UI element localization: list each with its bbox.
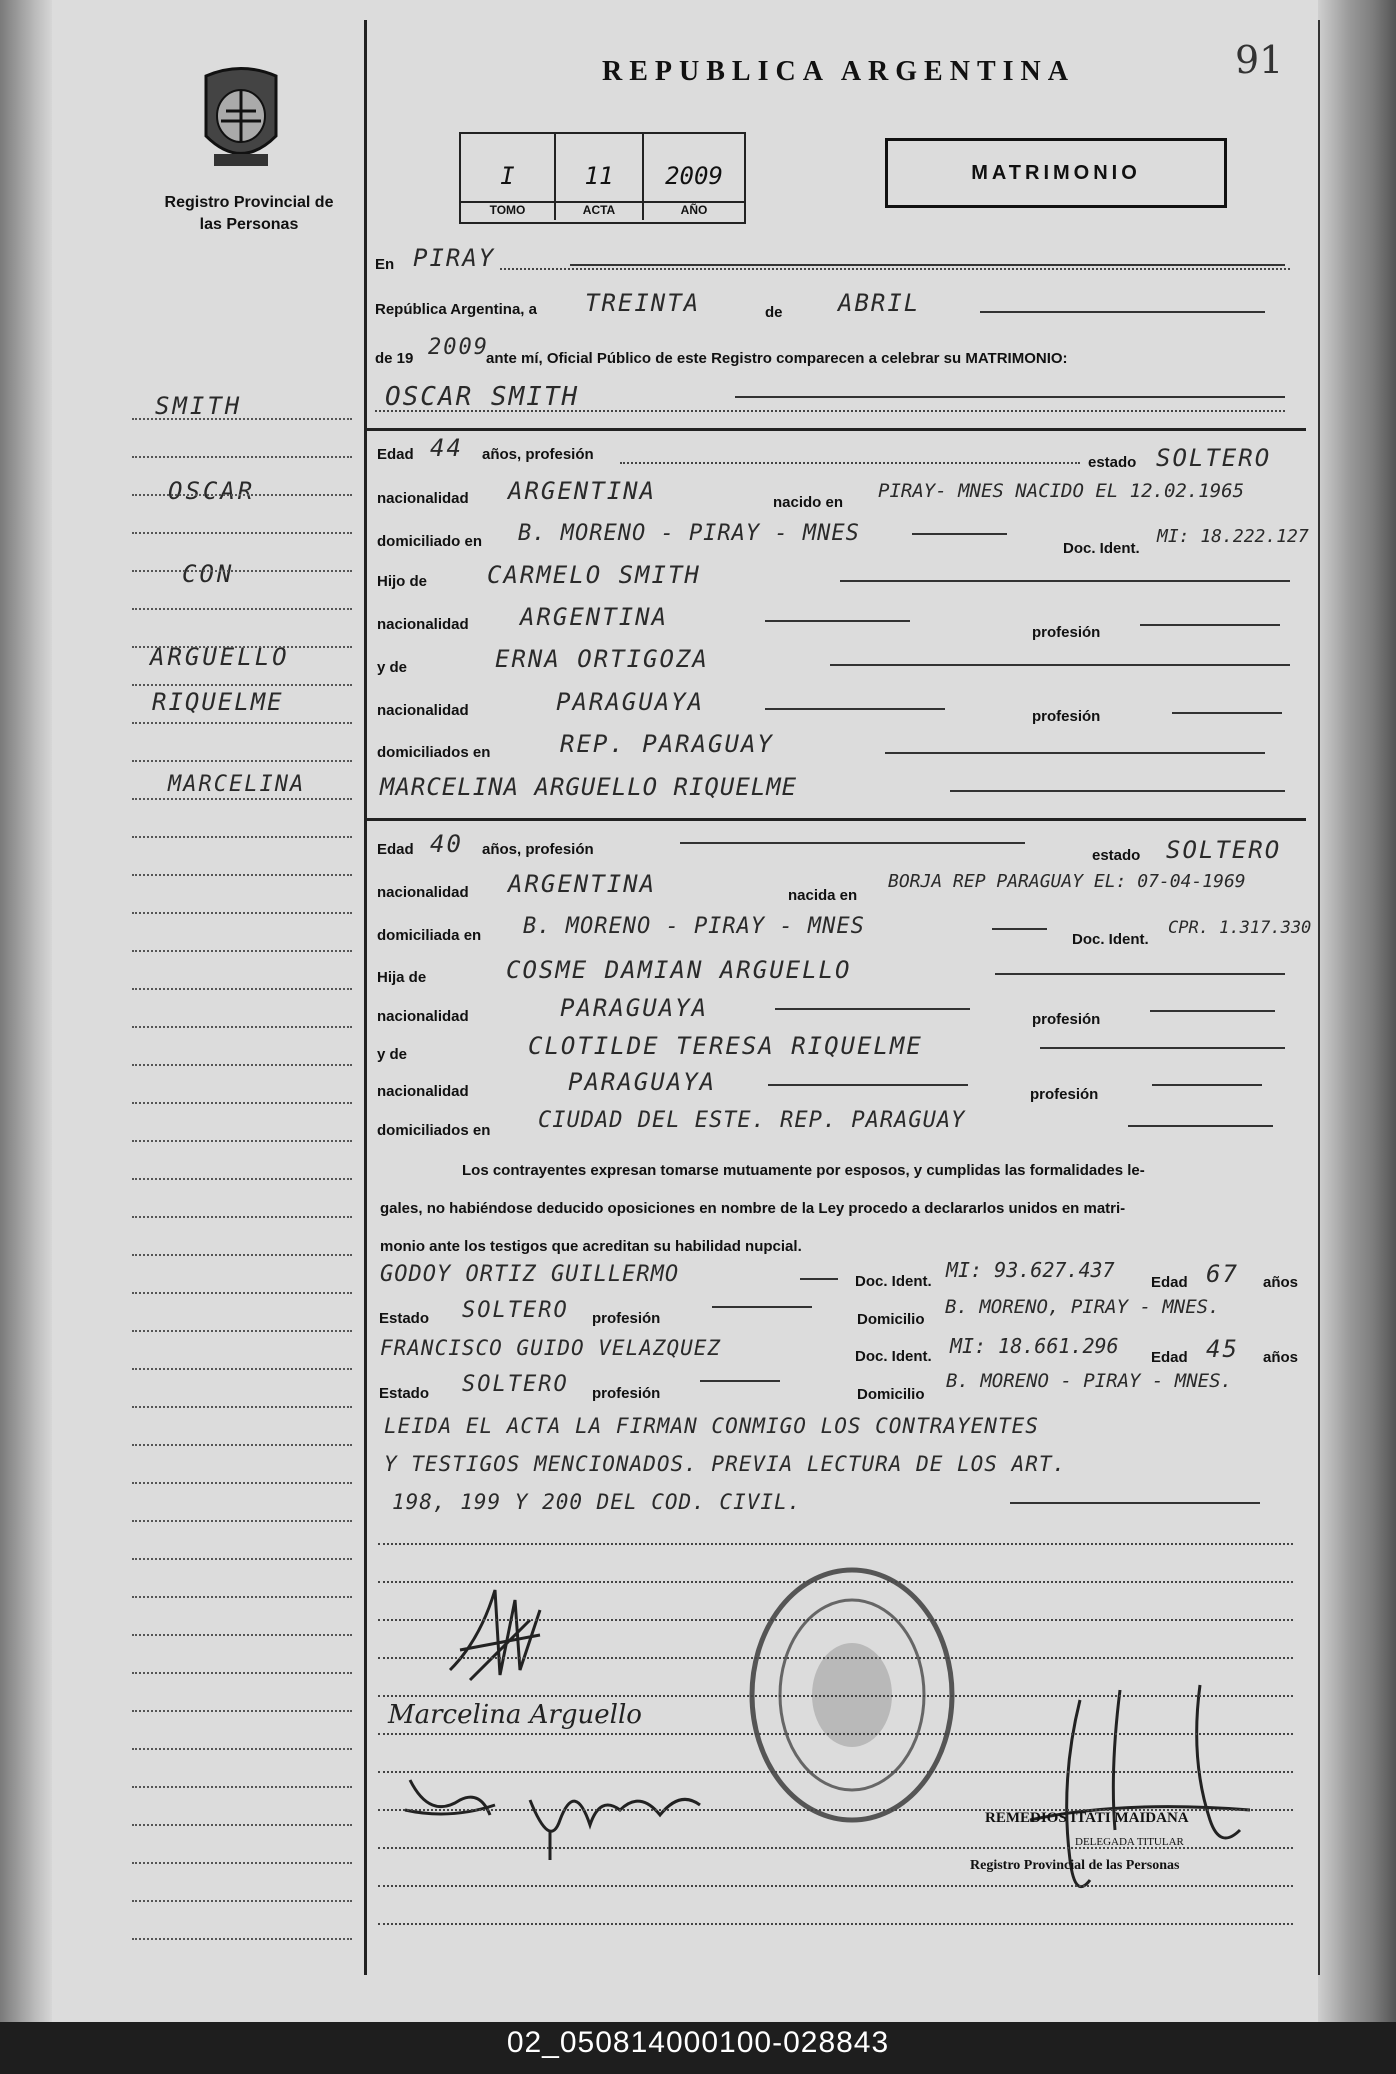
year-prefix: de 19 (375, 350, 414, 367)
fill-line (768, 1084, 968, 1086)
witness2-doc-label: Doc. Ident. (855, 1348, 932, 1365)
official-signature-icon (1000, 1680, 1260, 1910)
margin-rule-line (132, 836, 352, 838)
fill-line (950, 790, 1285, 792)
provincial-crest-icon (196, 66, 286, 176)
groom-padre: CARMELO SMITH (487, 561, 701, 589)
bride-madre-nac: PARAGUAYA (568, 1068, 717, 1096)
groom-estado-label: estado (1088, 454, 1137, 471)
bride-nac-label: nacionalidad (377, 884, 469, 901)
margin-name: OSCAR (168, 477, 256, 505)
witness1-dom-label: Domicilio (857, 1311, 925, 1328)
dotted-line (620, 462, 1080, 464)
bride-doc: CPR. 1.317.330 (1168, 918, 1312, 938)
margin-rule-line (132, 456, 352, 458)
margin-rule-line (132, 1330, 352, 1332)
margin-rule-line (132, 608, 352, 610)
witness1-doc-label: Doc. Ident. (855, 1273, 932, 1290)
closing-line2: Y TESTIGOS MENCIONADOS. PREVIA LECTURA DE LOS ART. (384, 1452, 1067, 1476)
content-rule-line (378, 1771, 1293, 1773)
fill-line (992, 928, 1047, 930)
margin-rule-line (132, 1216, 352, 1218)
bride-padre: COSME DAMIAN ARGUELLO (506, 956, 852, 984)
fill-line (830, 664, 1290, 666)
bride-padre-nac: PARAGUAYA (560, 994, 709, 1022)
de-label: de (765, 304, 783, 321)
bride-edad: 40 (430, 830, 463, 858)
content-rule-line (378, 1619, 1293, 1621)
margin-rule-line (132, 1862, 352, 1864)
witness1-anos-label: años (1263, 1274, 1299, 1291)
groom-padre-prof-label: profesión (1032, 624, 1101, 641)
content-rule-line (378, 1543, 1293, 1545)
right-border (1318, 20, 1320, 1975)
tomo-value: I (500, 162, 515, 190)
groom-padre-nac: ARGENTINA (520, 603, 669, 631)
content-rule-line (378, 1847, 1293, 1849)
groom-hijo-label: Hijo de (377, 573, 428, 590)
declaration-line2: gales, no habiéndose deducido oposiciones en nombre de la Ley procedo a declararlos unidos en matri- (380, 1200, 1126, 1217)
margin-rule-line (132, 1900, 352, 1902)
groom-estado: SOLTERO (1156, 444, 1272, 472)
margin-rule-line (132, 1254, 352, 1256)
margin-rule-line (132, 570, 352, 572)
bride-padres-dom: CIUDAD DEL ESTE. REP. PARAGUAY (538, 1108, 966, 1133)
margin-rule-line (132, 1444, 352, 1446)
margin-rule-line (132, 1368, 352, 1370)
fill-line (800, 1278, 838, 1280)
day-value: TREINTA (585, 289, 701, 317)
witness2-domicilio: B. MORENO - PIRAY - MNES. (946, 1370, 1232, 1392)
witness1-domicilio: B. MORENO, PIRAY - MNES. (945, 1296, 1220, 1318)
groom-madre: ERNA ORTIGOZA (495, 645, 709, 673)
content-rule-line (378, 1581, 1293, 1583)
groom-madre-nac: PARAGUAYA (556, 688, 705, 716)
tomo-label: TOMO (461, 201, 554, 217)
witness1-edad-label: Edad (1151, 1274, 1188, 1291)
margin-rule-line (132, 722, 352, 724)
registry-name: Registro Provincial de las Personas (164, 194, 334, 233)
fill-line (885, 752, 1265, 754)
groom-padres-dom: REP. PARAGUAY (560, 730, 774, 758)
margin-rule-line (132, 1520, 352, 1522)
bride-padre-nac-label: nacionalidad (377, 1008, 469, 1025)
witness2-anos-label: años (1263, 1349, 1299, 1366)
fill-line (775, 1008, 970, 1010)
bride-estado: SOLTERO (1166, 836, 1282, 864)
ano-cell (644, 134, 744, 220)
bride-doc-label: Doc. Ident. (1072, 931, 1149, 948)
bride-yde-label: y de (377, 1046, 408, 1063)
fill-line (700, 1380, 780, 1382)
fill-line (995, 973, 1285, 975)
margin-name: CON (182, 560, 235, 588)
margin-rule-line (132, 1064, 352, 1066)
groom-doc: MI: 18.222.127 (1157, 526, 1309, 547)
month-value: ABRIL (838, 289, 921, 317)
closing-line1: LEIDA EL ACTA LA FIRMAN CONMIGO LOS CONTRAYENTES (384, 1414, 1039, 1438)
groom-madre-nac-label: nacionalidad (377, 702, 469, 719)
country-title: REPUBLICA ARGENTINA (602, 56, 1075, 87)
fill-line (1140, 624, 1280, 626)
bride-dom-label: domiciliada en (377, 927, 482, 944)
margin-rule-line (132, 1026, 352, 1028)
margin-rule-line (132, 1634, 352, 1636)
page-number: 91 (1235, 38, 1284, 82)
fill-line (570, 264, 1285, 266)
book-edge-right (1318, 0, 1396, 2022)
groom-edad: 44 (430, 434, 463, 462)
groom-fullname: OSCAR SMITH (385, 382, 580, 412)
margin-rule-line (132, 912, 352, 914)
closing-line3: 198, 199 Y 200 DEL COD. CIVIL. (392, 1490, 802, 1514)
witness2-estado: SOLTERO (462, 1372, 569, 1397)
margin-rule-line (132, 1102, 352, 1104)
official-office: Registro Provincial de las Personas (970, 1858, 1180, 1873)
margin-rule-line (132, 874, 352, 876)
fill-line (1152, 1084, 1262, 1086)
official-name: REMEDIOS ITATI MAIDANA (985, 1810, 1189, 1826)
fill-line (912, 533, 1007, 535)
year-value: 2009 (428, 335, 489, 360)
groom-nac-label: nacionalidad (377, 490, 469, 507)
groom-nacionalidad: ARGENTINA (508, 477, 657, 505)
margin-name: RIQUELME (152, 688, 284, 716)
groom-madre-prof-label: profesión (1032, 708, 1101, 725)
groom-signature-icon (440, 1580, 550, 1690)
groom-anos-profesion: años, profesión (482, 446, 594, 463)
groom-nacido-label: nacido en (773, 494, 844, 511)
fill-line (735, 396, 1285, 398)
bride-anos-profesion: años, profesión (482, 841, 594, 858)
margin-name: SMITH (155, 392, 243, 420)
bride-fullname: MARCELINA ARGUELLO RIQUELME (380, 773, 798, 801)
acta-cell (556, 134, 644, 220)
bride-madre-prof-label: profesión (1030, 1086, 1099, 1103)
act-type-box: MATRIMONIO (885, 138, 1227, 208)
bride-estado-label: estado (1092, 847, 1141, 864)
witness1-doc: MI: 93.627.437 (946, 1258, 1115, 1282)
groom-padres-dom-label: domiciliados en (377, 744, 491, 761)
margin-rule-line (132, 494, 352, 496)
groom-yde-label: y de (377, 659, 408, 676)
margin-rule-line (132, 646, 352, 648)
margin-divider (364, 20, 367, 1975)
groom-padre-nac-label: nacionalidad (377, 616, 469, 633)
fill-line (1128, 1125, 1273, 1127)
official-title: DELEGADA TITULAR (1075, 1836, 1184, 1848)
margin-rule-line (132, 1558, 352, 1560)
margin-rule-line (132, 1748, 352, 1750)
republica-label: República Argentina, a (375, 301, 537, 318)
witness2-doc: MI: 18.661.296 (950, 1334, 1119, 1358)
margin-rule-line (132, 1710, 352, 1712)
margin-rule-line (132, 684, 352, 686)
groom-edad-label: Edad (377, 446, 414, 463)
groom-dom-label: domiciliado en (377, 533, 483, 550)
bride-padres-dom-label: domiciliados en (377, 1122, 491, 1139)
fill-line (1172, 712, 1282, 714)
ano-label: AÑO (644, 201, 744, 217)
margin-rule-line (132, 1938, 352, 1940)
witness1-edad: 67 (1206, 1260, 1239, 1288)
witness1-estado-label: Estado (379, 1310, 430, 1327)
bride-nacida: BORJA REP PARAGUAY EL: 07-04-1969 (888, 871, 1246, 892)
witness2-name: FRANCISCO GUIDO VELAZQUEZ (380, 1336, 722, 1360)
bride-domicilio: B. MORENO - PIRAY - MNES (523, 914, 865, 939)
margin-rule-line (132, 1596, 352, 1598)
en-label: En (375, 256, 395, 273)
witness1-estado: SOLTERO (462, 1298, 569, 1323)
bride-signature: Marcelina Arguello (388, 1700, 642, 1730)
groom-domicilio: B. MORENO - PIRAY - MNES (518, 521, 860, 546)
margin-name: MARCELINA (168, 772, 306, 797)
fill-line (765, 708, 945, 710)
place-value: PIRAY (413, 244, 496, 272)
margin-name: ARGUELLO (150, 643, 290, 671)
witness1-name: GODOY ORTIZ GUILLERMO (380, 1262, 680, 1287)
margin-rule-line (132, 1824, 352, 1826)
margin-rule-line (132, 1140, 352, 1142)
margin-rule-line (132, 1672, 352, 1674)
content-rule-line (378, 1733, 1293, 1735)
margin-rule-line (132, 1178, 352, 1180)
margin-rule-line (132, 950, 352, 952)
year-suffix: ante mí, Oficial Público de este Registro comparecen a celebrar su MATRIMONIO: (486, 350, 1068, 367)
book-spine-left (0, 0, 52, 2022)
section-divider (366, 818, 1306, 821)
groom-doc-label: Doc. Ident. (1063, 540, 1140, 557)
witness1-prof-label: profesión (592, 1310, 661, 1327)
margin-rule-line (132, 1406, 352, 1408)
witness2-prof-label: profesión (592, 1385, 661, 1402)
content-rule-line (378, 1657, 1293, 1659)
witness2-edad: 45 (1206, 1335, 1239, 1363)
margin-rule-line (132, 418, 352, 420)
bride-madre: CLOTILDE TERESA RIQUELME (528, 1032, 923, 1060)
declaration-line1: Los contrayentes expresan tomarse mutuamente por esposos, y cumplidas las formalidades le- (462, 1162, 1145, 1179)
margin-rule-line (132, 532, 352, 534)
margin-rule-line (132, 1482, 352, 1484)
fill-line (1040, 1047, 1285, 1049)
margin-rule-line (132, 798, 352, 800)
bride-nacida-label: nacida en (788, 887, 858, 904)
witness2-estado-label: Estado (379, 1385, 430, 1402)
margin-rule-line (132, 760, 352, 762)
fill-line (680, 842, 1025, 844)
declaration-line3: monio ante los testigos que acreditan su habilidad nupcial. (380, 1238, 802, 1255)
margin-rule-line (132, 988, 352, 990)
bride-padre-prof-label: profesión (1032, 1011, 1101, 1028)
fill-line (840, 580, 1290, 582)
scan-id: 02_050814000100-028843 (506, 2026, 890, 2059)
content-rule-line (378, 1695, 1293, 1697)
fill-line (1150, 1010, 1275, 1012)
witness2-dom-label: Domicilio (857, 1386, 925, 1403)
witness2-edad-label: Edad (1151, 1349, 1188, 1366)
bride-nacionalidad: ARGENTINA (508, 870, 657, 898)
tomo-cell (461, 134, 556, 220)
content-rule-line (378, 1809, 1293, 1811)
content-rule-line (378, 1885, 1293, 1887)
record-number-box (459, 132, 746, 224)
section-divider (366, 428, 1306, 431)
fill-line (712, 1306, 812, 1308)
bride-madre-nac-label: nacionalidad (377, 1083, 469, 1100)
content-rule-line (378, 1923, 1293, 1925)
groom-nacido: PIRAY- MNES NACIDO EL 12.02.1965 (878, 480, 1245, 502)
dotted-line (375, 410, 1285, 412)
margin-rule-line (132, 1786, 352, 1788)
acta-label: ACTA (556, 201, 642, 217)
fill-line (980, 311, 1265, 313)
ano-value: 2009 (665, 162, 723, 190)
fill-line (765, 620, 910, 622)
acta-value: 11 (584, 162, 614, 190)
margin-rule-line (132, 1292, 352, 1294)
bride-hija-label: Hija de (377, 969, 427, 986)
fill-line (1010, 1502, 1260, 1504)
dotted-line (500, 268, 1290, 270)
bride-edad-label: Edad (377, 841, 414, 858)
